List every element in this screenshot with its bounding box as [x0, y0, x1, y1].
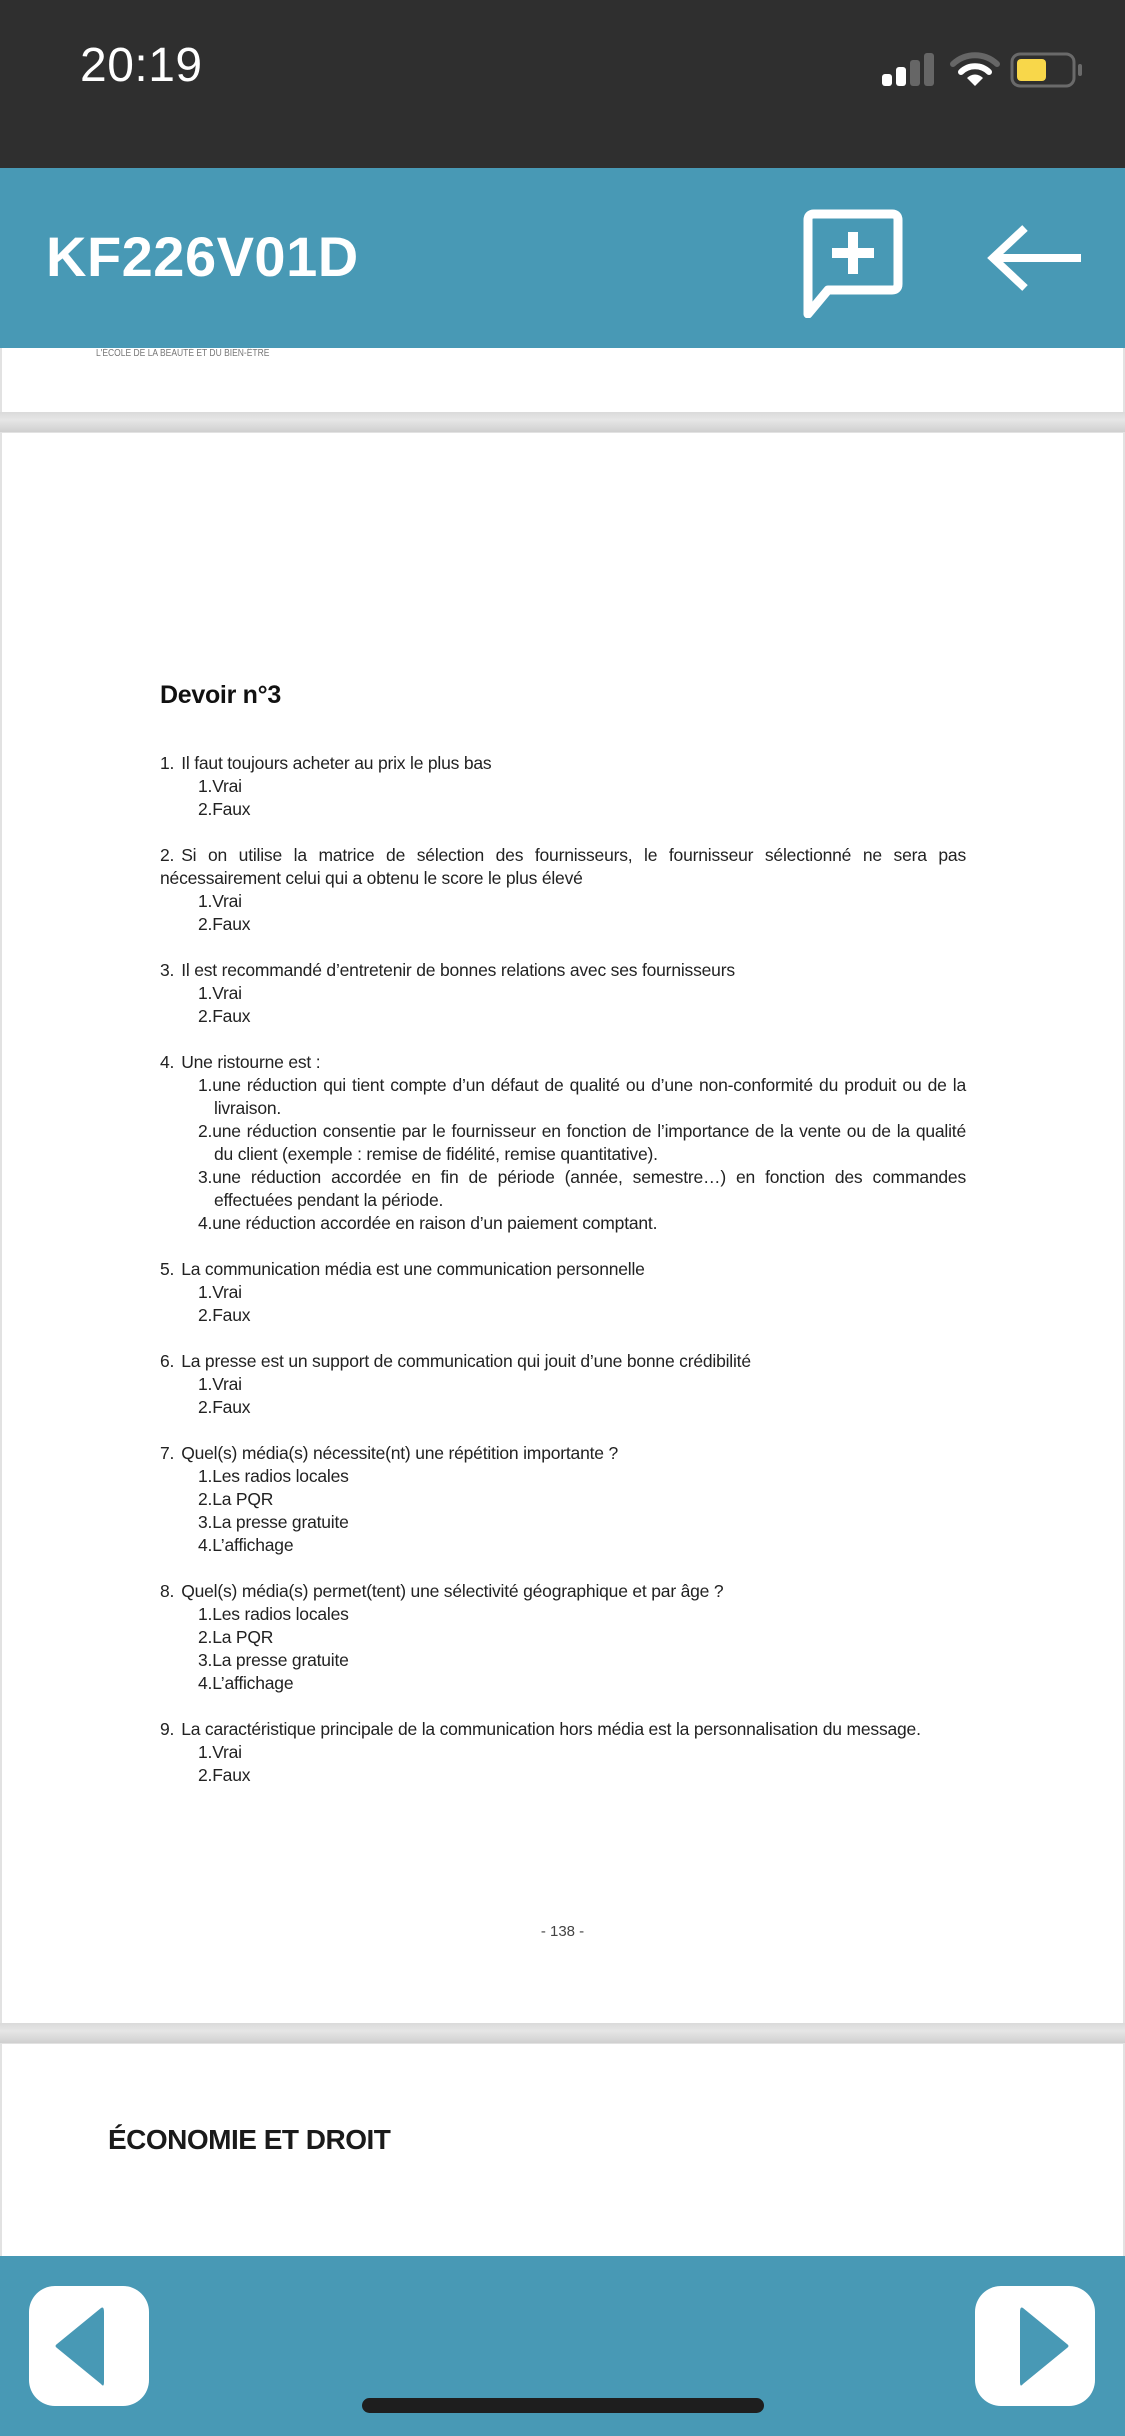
answer-option: 1.Vrai — [198, 983, 242, 1003]
question-text — [160, 1258, 966, 1281]
answer-option: 2.Faux — [198, 799, 251, 819]
add-comment-icon — [800, 206, 910, 318]
page-separator — [0, 2023, 1125, 2043]
question-label: Une ristourne est : — [181, 1052, 321, 1072]
triangle-right-icon — [975, 2286, 1095, 2406]
answer-option: 1.Vrai — [198, 1282, 242, 1302]
question-item — [160, 1442, 966, 1557]
question-item — [160, 844, 966, 936]
question-label: Il est recommandé d’entretenir de bonnes relations avec ses fournisseurs — [181, 960, 735, 980]
question-number: 7. — [160, 1443, 175, 1463]
answer-option: 2.La PQR — [198, 1489, 274, 1509]
question-text — [160, 844, 966, 890]
answer-option: 1.Vrai — [198, 776, 242, 796]
question-label: La presse est un support de communication qui jouit d’une bonne crédibilité — [181, 1351, 751, 1371]
question-number: 4. — [160, 1052, 175, 1072]
answer-option: 2.Faux — [198, 1305, 251, 1325]
next-page-button[interactable] — [975, 2286, 1095, 2406]
next-page — [2, 2044, 1123, 2256]
answer-option: 3.une réduction accordée en fin de période (année, semestre…) en fonction des commandes effectuées pendant la période. — [198, 1167, 966, 1210]
answer-option: 4.L’affichage — [198, 1535, 294, 1555]
question-number: 1. — [160, 753, 175, 773]
wifi-icon — [950, 52, 1000, 88]
answer-option: 3.La presse gratuite — [198, 1650, 349, 1670]
previous-page — [2, 348, 1123, 412]
question-label: Quel(s) média(s) nécessite(nt) une répétition importante ? — [181, 1443, 618, 1463]
question-number: 6. — [160, 1351, 175, 1371]
question-item — [160, 1350, 966, 1419]
answer-option: 2.Faux — [198, 1397, 251, 1417]
question-text — [160, 752, 966, 775]
question-label: Quel(s) média(s) permet(tent) une sélectivité géographique et par âge ? — [181, 1581, 724, 1601]
question-text — [160, 1051, 966, 1074]
document-code-title: KF226V01D — [46, 225, 359, 288]
answer-option: 4.L’affichage — [198, 1673, 294, 1693]
page-separator — [0, 412, 1125, 432]
question-text — [160, 1350, 966, 1373]
question-item — [160, 1051, 966, 1235]
question-label: La caractéristique principale de la communication hors média est la personnalisation du message. — [181, 1719, 921, 1739]
answer-option: 1.une réduction qui tient compte d’un défaut de qualité ou d’une non-conformité du produit ou de la livraison. — [198, 1075, 966, 1118]
question-label: Il faut toujours acheter au prix le plus bas — [181, 753, 492, 773]
answer-option: 2.une réduction consentie par le fournisseur en fonction de l’importance de la vente ou de la qualité du client (exemple : remise de fidélité, remise quantitative). — [198, 1121, 966, 1164]
back-button[interactable] — [985, 223, 1085, 293]
answer-option: 1.Vrai — [198, 1374, 242, 1394]
answer-option: 1.Vrai — [198, 891, 242, 911]
question-number: 5. — [160, 1259, 175, 1279]
question-number: 8. — [160, 1581, 175, 1601]
previous-page-button[interactable] — [29, 2286, 149, 2406]
next-page-title: ÉCONOMIE ET DROIT — [108, 2124, 391, 2155]
question-item — [160, 959, 966, 1028]
question-text — [160, 1718, 966, 1741]
question-text — [160, 1442, 966, 1465]
status-icons — [880, 52, 1090, 88]
answer-option: 2.La PQR — [198, 1627, 274, 1647]
home-indicator[interactable] — [362, 2398, 764, 2413]
answer-option: 2.Faux — [198, 1006, 251, 1026]
assignment-content — [160, 681, 966, 1810]
question-item — [160, 1580, 966, 1695]
previous-page-header: L'ÉCOLE DE LA BEAUTÉ ET DU BIEN-ÊTRE — [96, 348, 270, 359]
page-number: - 138 - — [540, 1923, 585, 1940]
answer-option: 2.Faux — [198, 914, 251, 934]
question-text — [160, 959, 966, 982]
answer-option: 1.Les radios locales — [198, 1466, 349, 1486]
status-bar — [0, 0, 1125, 168]
add-note-button[interactable] — [800, 206, 910, 318]
question-list — [160, 752, 966, 1787]
answer-option: 2.Faux — [198, 1765, 251, 1785]
arrow-left-icon — [985, 223, 1085, 293]
answer-option: 1.Les radios locales — [198, 1604, 349, 1624]
question-item — [160, 1718, 966, 1787]
question-number: 9. — [160, 1719, 175, 1739]
battery-icon — [1010, 52, 1084, 88]
document-viewer[interactable] — [0, 348, 1125, 2256]
question-item — [160, 752, 966, 821]
answer-option: 3.La presse gratuite — [198, 1512, 349, 1532]
question-number: 3. — [160, 960, 175, 980]
question-number: 2. — [160, 845, 175, 865]
question-label: Si on utilise la matrice de sélection des fournisseurs, le fournisseur sélectionné ne sera pas nécessairement celui qui a obtenu le score le plus élevé — [160, 845, 966, 888]
app-header — [0, 168, 1125, 348]
current-page — [2, 433, 1123, 2023]
status-time: 20:19 — [80, 39, 203, 92]
question-item — [160, 1258, 966, 1327]
question-label: La communication média est une communication personnelle — [181, 1259, 645, 1279]
cellular-signal-icon — [880, 52, 936, 88]
triangle-left-icon — [29, 2286, 149, 2406]
answer-option: 1.Vrai — [198, 1742, 242, 1762]
question-text — [160, 1580, 966, 1603]
answer-option: 4.une réduction accordée en raison d’un paiement comptant. — [198, 1213, 658, 1233]
assignment-title: Devoir n°3 — [160, 681, 281, 709]
